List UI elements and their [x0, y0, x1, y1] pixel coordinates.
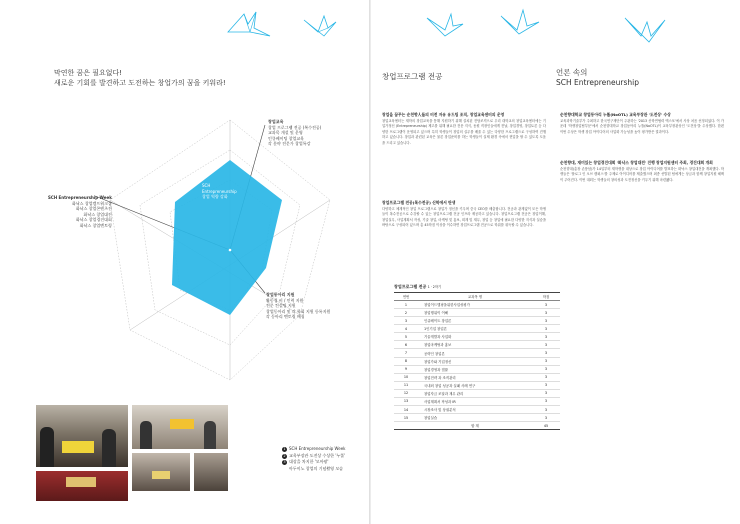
course-name: 기술개발과 사업화 [418, 333, 532, 341]
course-name: 창업경영과 법률 [418, 365, 532, 373]
news-contest [560, 160, 724, 183]
news-heading: 순천향대학교 창업동아리 누똘(NoOTL) 교육부장관 '도전상' 수상 [560, 112, 671, 117]
group-club [266, 292, 330, 320]
group-item: 각 분야 전문가 창업특강 [268, 141, 311, 147]
group-item: 화낙스 창업멘토링 [79, 222, 112, 228]
row-number: 2 [394, 309, 418, 317]
row-number: 1 [394, 301, 418, 309]
course-name: 1인기업 창업론 [418, 325, 532, 333]
column-header: 교과목 명 [418, 293, 532, 301]
paper-bird-icon [621, 14, 667, 44]
table-row [394, 309, 560, 317]
center-subtitle: Entrepreneurship [202, 188, 237, 194]
row-number: 5 [394, 333, 418, 341]
credit: 3 [532, 397, 560, 405]
table-row [394, 301, 560, 309]
credit: 3 [532, 414, 560, 422]
table-row [394, 373, 560, 381]
row-number: 8 [394, 357, 418, 365]
row-number: 12 [394, 389, 418, 397]
article-heading: 창업프로그램 전공(복수전공) 신학에서 탄생 [382, 200, 456, 205]
course-name: 창업가와 기업정신 [418, 357, 532, 365]
row-number: 14 [394, 406, 418, 414]
section-title-news-line: SCH Entrepreneurship [556, 78, 639, 87]
group-heading: 창업동아리 지원 [266, 292, 295, 297]
row-number: 3 [394, 317, 418, 325]
table-title-suffix: 1 · 2학기 [427, 285, 441, 289]
group-item: 화낙스 창업대전 [83, 211, 112, 217]
group-item: 화낙스 창업콘텐츠전 [75, 206, 112, 212]
credit: 3 [532, 357, 560, 365]
center-tagline: 창업 역량 강화 [202, 194, 228, 200]
photo-group [194, 453, 228, 491]
row-number: 11 [394, 381, 418, 389]
article-center [382, 112, 546, 147]
news-body: 교육과학기술부가 주최하고 한국연구재단이 주관하는 '2013 산학연협력 엑스포'에서 사상 처음 선정되었다. 이 가운데 '학생창업팀부문'에서 순천향대학교 창업동아리 누똘(NoOTL)이 교육부장관상인 '도전상'을 수상했다. 한편 이번 수상은 학생 창업 아이디어의 사업화 가능성을 높이 평가받은 결과이다. [560, 118, 724, 134]
row-number: 6 [394, 341, 418, 349]
photo-collage [36, 405, 272, 505]
row-number: 13 [394, 397, 418, 405]
news-body: 순천향대(총장 손풍삼)가 14일부터 재학생을 대상으로 창업 아이디어를 발표하는 화낙스 창업대전을 개최했다. 학생들은 '플로그 인 오브 캠퍼스'를 주제로 아이디어를 제출했으며 최종 선발된 팀에게는 상금과 함께 창업지원 혜택이 주어진다. 이번 대회는 학생들의 창의성과 도전정신을 키우기 위해 마련됐다. [560, 166, 724, 182]
credit: 3 [532, 317, 560, 325]
table-title [394, 284, 441, 290]
table-row [394, 389, 560, 397]
course-name: 창업마케팅과 홍보 [418, 341, 532, 349]
credit: 3 [532, 333, 560, 341]
photo-team [132, 453, 190, 491]
photo-captions: 1 SCH Entrepreneurship Week 2 교육부장관 도전상 수상한 '누똘' 3 대상을 차지한 '모아팡' 아두이노 창업의 기념촬영 모습 [283, 446, 346, 471]
total-spacer [394, 422, 418, 430]
table-row [394, 341, 560, 349]
credit: 3 [532, 309, 560, 317]
course-name: 창업이드맵핑을위한사업성평가 [418, 301, 532, 309]
group-item: 각 동아리 멘토링 매칭 [266, 314, 305, 320]
photo-award [36, 405, 128, 467]
table-row [394, 381, 560, 389]
group-item: 화낙스 창업경진대회 [75, 217, 112, 223]
credit: 3 [532, 381, 560, 389]
course-name: 인큐베이트 창업론 [418, 317, 532, 325]
section-title-major: 창업프로그램 전공 [382, 72, 443, 81]
paper-bird-icon [226, 10, 272, 40]
news-heading: 순천향대, 재미있는 창업경진대회 '화낙스 창업대전' 진행 창업지원센터 주최, 경진대회 개최 [560, 160, 713, 165]
group-item: 창업동아리 및 각 학회 지원 등록지원 [266, 308, 331, 314]
table-header-row [394, 293, 560, 301]
row-number: 7 [394, 349, 418, 357]
table-row [394, 357, 560, 365]
table-row [394, 365, 560, 373]
group-item: 창업 프로그램 전공 (복수전공) [268, 124, 322, 130]
course-name: 창업전략 과 조직관리 [418, 373, 532, 381]
table-row [394, 406, 560, 414]
row-number: 9 [394, 365, 418, 373]
group-item: 교과목 개설 및 운영 [268, 130, 303, 136]
group-education [268, 119, 321, 147]
group-item: 전문 컨설팅 지원 [266, 303, 296, 309]
paper-bird-icon [499, 6, 541, 36]
article-body: 창업교육센터는 재학의 창업교육을 통해 지원하기 위해 설치된 전담조직으로 우리 대학교의 창업교육센터에는 기업가정신 (Entrepreneurship) 제고를 위해 필요한 전문 지식, 동원 직장인들에게 전날, 창업경영, 창업토론 등 다양한 프로그램이 운영되고 있으며 특히 학생들이 창업의 실무를 배울 수 있는 다양한 프로그램으로 구성하여 진행하고 있습니다. 창업과 관련된 교육은 물론 창업준비를 하는 학생들이 실제 환경 속에서 현업을 할 수 있도록 도움을 드리고 있습니다. [382, 118, 546, 145]
caption-item: 아두이노 창업의 기념촬영 모습 [289, 465, 344, 471]
paper-bird-icon [425, 12, 465, 38]
course-name: 공략인 창업론 [418, 349, 532, 357]
table-row [394, 325, 560, 333]
credit: 3 [532, 301, 560, 309]
table-total-row [394, 422, 560, 430]
course-name: 창업자금 조달과 재무 관리 [418, 389, 532, 397]
group-heading: SCH Entrepreneurship Week [48, 195, 112, 200]
group-item: 활동경 비 / 인력 지원 [266, 297, 304, 303]
table-row [394, 333, 560, 341]
photo-event [36, 471, 128, 501]
group-item: 인큐베이팅 창업교육 [268, 135, 305, 141]
center-title: SCH [202, 183, 211, 188]
row-number: 15 [394, 414, 418, 422]
group-heading: 창업교육 [268, 119, 284, 124]
photo-ceremony [132, 405, 228, 449]
headline-line-1: 막연한 꿈은 필요없다! [54, 69, 123, 77]
news-award [560, 112, 724, 135]
caption-item: 대상을 차지한 '모아팡' [289, 459, 329, 464]
credit: 3 [532, 406, 560, 414]
course-name: 국내외 창업 성공과 실패 사례 연구 [418, 381, 532, 389]
table-row [394, 414, 560, 422]
total-label: 합 계 [418, 422, 532, 430]
course-name: 시장조사 및 상권분석 [418, 406, 532, 414]
article-major [382, 200, 546, 229]
center-block [202, 183, 237, 200]
table-title-text: 창업프로그램 전공 [394, 284, 427, 289]
credit: 3 [532, 325, 560, 333]
column-header: 학점 [532, 293, 560, 301]
total-value: 45 [532, 422, 560, 430]
table-row [394, 397, 560, 405]
section-title-news [556, 68, 639, 88]
curriculum-table [394, 292, 560, 430]
article-heading: 창업을 꿈꾸는 순천향人들의 터전 자유 유드팀 조직, 창업교육센터의 운영 [382, 112, 505, 117]
left-page [0, 0, 369, 524]
column-header: 연번 [394, 293, 418, 301]
group-item: 화낙스 창업캠프워크샵 [71, 200, 112, 206]
credit: 3 [532, 341, 560, 349]
course-name: 사업계획서 작성과 IR [418, 397, 532, 405]
section-title-news-line: 언론 속의 [556, 68, 588, 77]
course-name: 창업실습 [418, 414, 532, 422]
credit: 3 [532, 389, 560, 397]
paper-bird-icon [302, 12, 338, 38]
headline [54, 68, 226, 88]
row-number: 10 [394, 373, 418, 381]
row-number: 4 [394, 325, 418, 333]
headline-line-2: 새로운 기회를 발견하고 도전하는 창업가의 꿈을 키워라! [54, 79, 226, 87]
caption-item: SCH Entrepreneurship Week [289, 446, 346, 451]
article-body: 다양하고 체계적인 창업 프로그램으로 창업가 정신을 키우며 중국 CEO를 배출합니다. 전공과 관계없이 모든 학생들이 복수전공으로 수강할 수 있는 창업프로그램 전공 인프라 제공하고 있습니다. 창업프로그램 전공은 창업이해, 창업실무, 사업계획서 작성, 기술 창업, 마케팅 및 홍보, 회계 및 재무, 창업 등 창업에 필요한 다양한 지식과 실습을 바탕으로 구성되어 있으며 총 45학점 이상을 이수하면 창업프로그램 전공으로 학위를 취득할 수 있습니다. [382, 206, 546, 228]
credit: 3 [532, 349, 560, 357]
caption-item: 교육부장관 도전상 수상한 '누똘' [289, 452, 346, 458]
group-week [48, 195, 112, 229]
table-row [394, 349, 560, 357]
credit: 3 [532, 373, 560, 381]
course-name: 창업행위이 이해 [418, 309, 532, 317]
table-row [394, 317, 560, 325]
credit: 3 [532, 365, 560, 373]
